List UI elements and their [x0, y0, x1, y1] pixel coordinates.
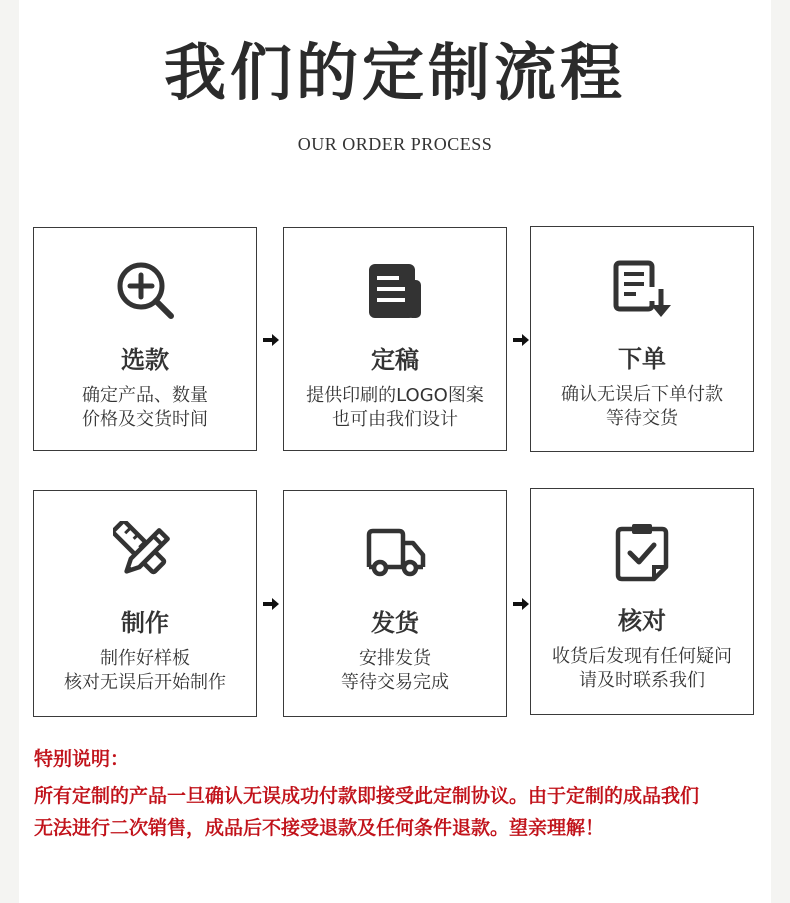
page-title: 我们的定制流程: [163, 36, 626, 109]
step-title: 选款: [121, 346, 169, 374]
notice-line: 所有定制的产品一旦确认无误成功付款即接受此定制协议。由于定制的成品我们: [34, 785, 700, 807]
step-title: 定稿: [371, 346, 419, 374]
step-title: 核对: [618, 607, 666, 635]
step-description-line: 确定产品、数量: [82, 385, 208, 406]
arrow-right-icon: [513, 333, 529, 347]
arrow-right-icon: [263, 597, 279, 611]
document-icon: [363, 258, 427, 322]
step-description-line: 安排发货: [359, 648, 431, 669]
step-card-select: [33, 227, 257, 451]
step-description: [284, 384, 506, 432]
step-description-line: 收货后发现有任何疑问: [552, 646, 732, 667]
order-process-page: [19, 0, 771, 903]
step-description: [531, 383, 753, 431]
step-description: [284, 647, 506, 695]
pencil-ruler-icon: [113, 521, 177, 585]
order-download-icon: [610, 257, 674, 321]
delivery-truck-icon: [363, 521, 427, 585]
arrow-right-icon: [513, 597, 529, 611]
step-description: [531, 645, 753, 693]
notice-line: 无法进行二次销售，成品后不接受退款及任何条件退款。望亲理解！: [34, 817, 605, 839]
magnifier-plus-icon: [113, 258, 177, 322]
step-card-verify: [530, 488, 754, 715]
step-description-line: 等待交易完成: [341, 672, 449, 693]
step-card-order: [530, 226, 754, 452]
step-title: 发货: [371, 609, 419, 637]
step-description-line: 等待交货: [606, 408, 678, 429]
step-card-produce: [33, 490, 257, 717]
step-title: 制作: [121, 609, 169, 637]
notice-heading: 特别说明：: [34, 748, 130, 770]
step-title: 下单: [618, 345, 666, 373]
step-description: [34, 384, 256, 432]
step-description: [34, 647, 256, 695]
clipboard-check-icon: [610, 519, 674, 583]
step-description-line: 价格及交货时间: [82, 409, 208, 430]
notice-text: [34, 780, 754, 844]
step-description-line: 核对无误后开始制作: [64, 672, 226, 693]
step-description-line: 确认无误后下单付款: [561, 384, 723, 405]
step-description-line: 请及时联系我们: [579, 670, 705, 691]
step-description-line: 提供印刷的LOGO图案: [306, 385, 484, 406]
step-description-line: 制作好样板: [100, 648, 190, 669]
step-card-ship: [283, 490, 507, 717]
step-description-line: 也可由我们设计: [332, 409, 458, 430]
step-card-finalize: [283, 227, 507, 451]
arrow-right-icon: [263, 333, 279, 347]
page-subtitle: OUR ORDER PROCESS: [297, 134, 493, 154]
